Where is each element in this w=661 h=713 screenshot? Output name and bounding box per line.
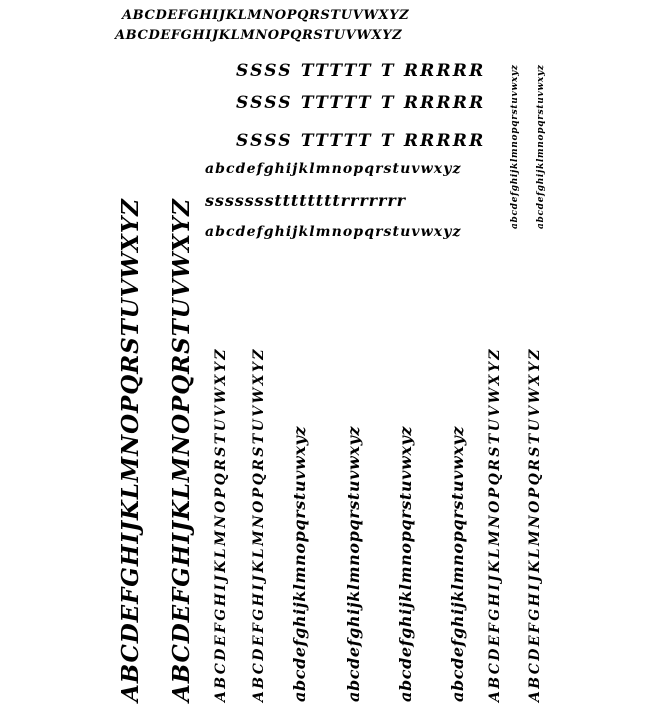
lowercase-extra-row: sssssssttttttttrrrrrrr [205,191,406,210]
extra-letters-row-3: SSSS TTTTT T RRRRR [236,131,486,151]
lowercase-row-1: abcdefghijklmnopqrstuvwxyz [205,161,462,177]
big-uppercase-column-2: ABCDEFGHIJKLMNOPQRSTUVWXYZ [168,198,195,702]
big-uppercase-column-1: ABCDEFGHIJKLMNOPQRSTUVWXYZ [117,198,144,702]
right-small-lowercase-column-2: abcdefghijklmnopqrstuvwxyz [536,64,546,229]
header-uppercase-row-1: ABCDEFGHIJKLMNOPQRSTUVWXYZ [122,8,410,23]
right-uppercase-column-2: ABCDEFGHIJKLMNOPQRSTUVWXYZ [527,347,543,702]
header-uppercase-row-2: ABCDEFGHIJKLMNOPQRSTUVWXYZ [115,28,403,43]
mid-lowercase-column-1: abcdefghijklmnopqrstuvwxyz [290,425,309,702]
right-small-lowercase-column-1: abcdefghijklmnopqrstuvwxyz [510,64,520,229]
right-uppercase-column-1: ABCDEFGHIJKLMNOPQRSTUVWXYZ [487,347,503,702]
mid-lowercase-column-2: abcdefghijklmnopqrstuvwxyz [344,425,363,702]
mid-uppercase-column-1: ABCDEFGHIJKLMNOPQRSTUVWXYZ [213,347,229,702]
mid-lowercase-column-3: abcdefghijklmnopqrstuvwxyz [396,425,415,702]
lowercase-row-2: abcdefghijklmnopqrstuvwxyz [205,224,462,240]
extra-letters-row-1: SSSS TTTTT T RRRRR [236,61,486,81]
mid-lowercase-column-4: abcdefghijklmnopqrstuvwxyz [448,425,467,702]
mid-uppercase-column-2: ABCDEFGHIJKLMNOPQRSTUVWXYZ [251,347,267,702]
extra-letters-row-2: SSSS TTTTT T RRRRR [236,93,486,113]
